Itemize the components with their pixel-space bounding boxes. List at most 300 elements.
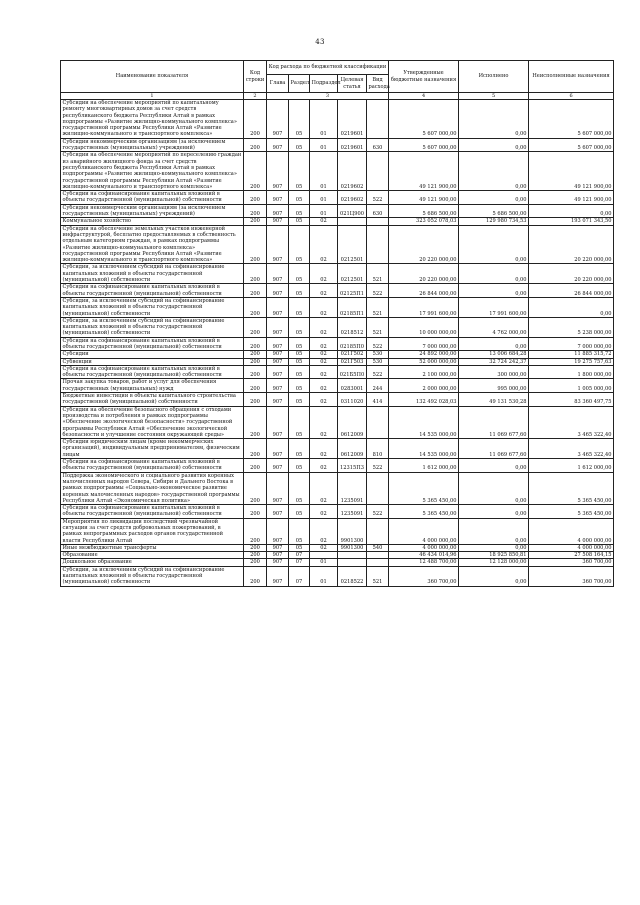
row-name: Субсидии на софинансирование капитальных вложений в объекты государственной (муниципальной) собственности bbox=[61, 337, 244, 351]
row-podrazdel: 01 bbox=[310, 152, 338, 191]
row-expense-type bbox=[367, 152, 389, 191]
row-line-code: 200 bbox=[244, 518, 267, 544]
row-line-code: 200 bbox=[244, 439, 267, 459]
row-approved: 20 220 000,00 bbox=[389, 225, 459, 264]
row-approved: 49 121 900,00 bbox=[389, 191, 459, 205]
row-expense-type: 521 bbox=[367, 566, 389, 586]
row-executed: 995 000,00 bbox=[459, 379, 529, 393]
table-row bbox=[61, 358, 614, 365]
row-target-item: 021Ц900 bbox=[338, 204, 367, 218]
row-expense-type: 522 bbox=[367, 459, 389, 473]
row-expense-type: 522 bbox=[367, 365, 389, 379]
row-name: Субсидии, за исключением субсидий на софинансирование капитальных вложений в объекты государственной (муниципальной) собственности bbox=[61, 297, 244, 317]
table-row bbox=[61, 439, 614, 459]
row-podrazdel: 02 bbox=[310, 358, 338, 365]
row-podrazdel: 02 bbox=[310, 284, 338, 298]
row-line-code: 200 bbox=[244, 472, 267, 504]
row-unexecuted: 49 121 900,00 bbox=[529, 152, 614, 191]
row-glava: 907 bbox=[267, 358, 289, 365]
row-razdel: 05 bbox=[289, 264, 310, 284]
row-podrazdel: 02 bbox=[310, 337, 338, 351]
row-approved: 46 434 014,96 bbox=[389, 552, 459, 559]
row-glava: 907 bbox=[267, 544, 289, 551]
row-approved: 17 991 600,00 bbox=[389, 297, 459, 317]
row-podrazdel bbox=[310, 552, 338, 559]
row-approved: 26 844 000,00 bbox=[389, 284, 459, 298]
row-line-code: 200 bbox=[244, 552, 267, 559]
row-expense-type bbox=[367, 559, 389, 566]
row-executed: 0,00 bbox=[459, 459, 529, 473]
row-name: Субсидии некоммерческим организациям (за исключением государственных (муниципальных) учреждений) bbox=[61, 204, 244, 218]
row-target-item bbox=[338, 559, 367, 566]
row-glava: 907 bbox=[267, 379, 289, 393]
row-unexecuted: 11 885 315,72 bbox=[529, 351, 614, 358]
table-row bbox=[61, 297, 614, 317]
row-razdel: 05 bbox=[289, 439, 310, 459]
row-executed: 0,00 bbox=[459, 100, 529, 139]
row-executed: 0,00 bbox=[459, 472, 529, 504]
row-razdel: 05 bbox=[289, 297, 310, 317]
row-name: Коммунальное хозяйство bbox=[61, 218, 244, 225]
table-row bbox=[61, 204, 614, 218]
row-expense-type bbox=[367, 225, 389, 264]
row-approved: 7 000 000,00 bbox=[389, 337, 459, 351]
row-approved: 5 365 450,00 bbox=[389, 472, 459, 504]
row-expense-type: 522 bbox=[367, 284, 389, 298]
row-target-item: 0219601 bbox=[338, 138, 367, 152]
row-executed: 17 991 600,00 bbox=[459, 297, 529, 317]
row-razdel: 07 bbox=[289, 566, 310, 586]
row-target-item: 0612009 bbox=[338, 439, 367, 459]
table-row bbox=[61, 152, 614, 191]
row-name: Бюджетные инвестиции в объекты капитального строительства государственной (муниципальной) собственности bbox=[61, 393, 244, 407]
row-expense-type: 522 bbox=[367, 337, 389, 351]
row-expense-type bbox=[367, 472, 389, 504]
row-target-item: 0212501 bbox=[338, 264, 367, 284]
row-expense-type: 414 bbox=[367, 393, 389, 407]
row-approved: 20 220 000,00 bbox=[389, 264, 459, 284]
row-executed: 11 069 677,60 bbox=[459, 406, 529, 438]
row-glava: 907 bbox=[267, 191, 289, 205]
row-unexecuted: 360 700,00 bbox=[529, 559, 614, 566]
row-glava: 907 bbox=[267, 204, 289, 218]
row-executed: 13 006 684,28 bbox=[459, 351, 529, 358]
row-unexecuted: 1 612 000,00 bbox=[529, 459, 614, 473]
row-target-item: 0218522 bbox=[338, 566, 367, 586]
column-number: 3 bbox=[267, 93, 389, 100]
row-executed: 129 980 734,53 bbox=[459, 218, 529, 225]
row-glava: 907 bbox=[267, 439, 289, 459]
row-razdel: 05 bbox=[289, 365, 310, 379]
row-podrazdel: 01 bbox=[310, 566, 338, 586]
row-line-code: 200 bbox=[244, 379, 267, 393]
row-name: Субсидии на софинансирование капитальных вложений в объекты государственной (муниципальной) собственности bbox=[61, 191, 244, 205]
row-name: Субсидии, за исключением субсидий на софинансирование капитальных вложений в объекты государственной (муниципальной) собственности bbox=[61, 264, 244, 284]
row-expense-type: 630 bbox=[367, 204, 389, 218]
header-line-code: Код строки bbox=[244, 61, 267, 93]
header-target-item: Целевая статья bbox=[338, 75, 367, 93]
row-expense-type: 530 bbox=[367, 351, 389, 358]
row-approved: 4 000 000,00 bbox=[389, 544, 459, 551]
row-name: Субвенции bbox=[61, 358, 244, 365]
table-row bbox=[61, 218, 614, 225]
row-executed: 0,00 bbox=[459, 191, 529, 205]
row-line-code: 200 bbox=[244, 459, 267, 473]
row-razdel: 05 bbox=[289, 379, 310, 393]
row-target-item: 02185П1 bbox=[338, 297, 367, 317]
row-line-code: 200 bbox=[244, 204, 267, 218]
row-line-code: 200 bbox=[244, 191, 267, 205]
row-name: Субсидии некоммерческим организациям (за исключением государственных (муниципальных) учреждений) bbox=[61, 138, 244, 152]
row-approved: 5 607 000,00 bbox=[389, 138, 459, 152]
table-row bbox=[61, 337, 614, 351]
row-name: Субсидии bbox=[61, 351, 244, 358]
row-name: Субсидии, за исключением субсидий на софинансирование капитальных вложений в объекты государственной (муниципальной) собственности bbox=[61, 566, 244, 586]
table-row bbox=[61, 138, 614, 152]
row-glava: 907 bbox=[267, 297, 289, 317]
row-line-code: 200 bbox=[244, 218, 267, 225]
row-razdel: 05 bbox=[289, 393, 310, 407]
row-executed: 0,00 bbox=[459, 566, 529, 586]
row-unexecuted: 3 465 322,40 bbox=[529, 439, 614, 459]
row-target-item: 021Г503 bbox=[338, 358, 367, 365]
row-podrazdel: 01 bbox=[310, 204, 338, 218]
row-executed: 300 000,00 bbox=[459, 365, 529, 379]
column-number: 1 bbox=[61, 93, 244, 100]
row-razdel: 05 bbox=[289, 100, 310, 139]
row-line-code: 200 bbox=[244, 365, 267, 379]
row-glava: 907 bbox=[267, 505, 289, 519]
row-glava: 907 bbox=[267, 152, 289, 191]
budget-execution-table bbox=[60, 60, 614, 587]
row-target-item: 021Г502 bbox=[338, 351, 367, 358]
row-podrazdel: 02 bbox=[310, 472, 338, 504]
row-unexecuted: 1 800 000,00 bbox=[529, 365, 614, 379]
row-unexecuted: 0,00 bbox=[529, 297, 614, 317]
row-unexecuted: 5 607 000,00 bbox=[529, 138, 614, 152]
row-approved: 14 535 000,00 bbox=[389, 406, 459, 438]
row-name: Субсидии на софинансирование капитальных вложений в объекты государственной (муниципальной) собственности bbox=[61, 459, 244, 473]
table-body bbox=[61, 100, 614, 587]
row-unexecuted: 4 000 000,00 bbox=[529, 544, 614, 551]
row-unexecuted: 19 275 757,63 bbox=[529, 358, 614, 365]
row-podrazdel: 02 bbox=[310, 317, 338, 337]
row-glava: 907 bbox=[267, 552, 289, 559]
row-executed: 32 724 242,37 bbox=[459, 358, 529, 365]
row-approved: 132 492 028,03 bbox=[389, 393, 459, 407]
row-podrazdel: 01 bbox=[310, 138, 338, 152]
table-row bbox=[61, 191, 614, 205]
row-glava: 907 bbox=[267, 472, 289, 504]
row-glava: 907 bbox=[267, 225, 289, 264]
row-target-item: 0212501 bbox=[338, 225, 367, 264]
row-executed: 0,00 bbox=[459, 138, 529, 152]
row-approved: 360 700,00 bbox=[389, 566, 459, 586]
row-name: Субсидии юридическим лицам (кроме некоммерческих организаций), индивидуальным предпринимателям, физическим лицам bbox=[61, 439, 244, 459]
row-target-item: 0218512 bbox=[338, 317, 367, 337]
row-line-code: 200 bbox=[244, 559, 267, 566]
row-razdel: 07 bbox=[289, 552, 310, 559]
row-glava: 907 bbox=[267, 566, 289, 586]
table-row bbox=[61, 472, 614, 504]
row-name: Субсидии на обеспечение земельных участков инженерной инфраструктурой, бесплатно предоставляемых в собственность отдельным категориям граждан, в рамках подпрограммы «Развитие жилищно-коммунального комплекса» государственной программы Республики Алтай «Развитие жилищно-коммунального и транспортного комплекса» bbox=[61, 225, 244, 264]
row-expense-type: 810 bbox=[367, 439, 389, 459]
row-target-item: 0612009 bbox=[338, 406, 367, 438]
row-approved: 14 535 000,00 bbox=[389, 439, 459, 459]
row-razdel: 05 bbox=[289, 406, 310, 438]
row-unexecuted: 20 220 000,00 bbox=[529, 264, 614, 284]
row-name: Субсидии на софинансирование капитальных вложений в объекты государственной (муниципальной) собственности bbox=[61, 505, 244, 519]
row-executed: 49 131 530,28 bbox=[459, 393, 529, 407]
row-approved: 323 052 078,03 bbox=[389, 218, 459, 225]
row-glava: 907 bbox=[267, 559, 289, 566]
table-row bbox=[61, 559, 614, 566]
table-row bbox=[61, 365, 614, 379]
row-podrazdel: 02 bbox=[310, 379, 338, 393]
row-line-code: 200 bbox=[244, 152, 267, 191]
row-target-item: 021Б5П0 bbox=[338, 365, 367, 379]
row-executed: 4 762 000,00 bbox=[459, 317, 529, 337]
row-unexecuted: 7 000 000,00 bbox=[529, 337, 614, 351]
row-unexecuted: 5 607 000,00 bbox=[529, 100, 614, 139]
row-podrazdel: 02 bbox=[310, 459, 338, 473]
row-expense-type bbox=[367, 218, 389, 225]
row-unexecuted: 193 071 343,50 bbox=[529, 218, 614, 225]
row-expense-type: 522 bbox=[367, 191, 389, 205]
row-glava: 907 bbox=[267, 406, 289, 438]
row-approved: 10 000 000,00 bbox=[389, 317, 459, 337]
row-razdel: 07 bbox=[289, 559, 310, 566]
table-row bbox=[61, 100, 614, 139]
row-expense-type: 244 bbox=[367, 379, 389, 393]
row-glava: 907 bbox=[267, 518, 289, 544]
table-row bbox=[61, 379, 614, 393]
row-line-code: 200 bbox=[244, 225, 267, 264]
row-expense-type: 521 bbox=[367, 317, 389, 337]
row-approved: 24 892 000,00 bbox=[389, 351, 459, 358]
row-unexecuted: 5 365 450,00 bbox=[529, 505, 614, 519]
row-razdel: 05 bbox=[289, 225, 310, 264]
table-row bbox=[61, 459, 614, 473]
row-expense-type bbox=[367, 552, 389, 559]
row-approved: 1 612 000,00 bbox=[389, 459, 459, 473]
header-budget-code-group: Код расхода по бюджетной классификации bbox=[267, 61, 389, 75]
row-name: Субсидии на обеспечение мероприятий по переселению граждан из аварийного жилищного фонда за счет средств республиканского бюджета Республики Алтай в рамках подпрограммы «Развитие жилищно-коммунального комплекса» государственной программы Республики Алтай «Развитие жилищно-коммунального и транспортного комплекса» bbox=[61, 152, 244, 191]
column-number: 5 bbox=[459, 93, 529, 100]
row-name: Иные межбюджетные трансферты bbox=[61, 544, 244, 551]
header-glava: Глава bbox=[267, 75, 289, 93]
row-target-item: 0311020 bbox=[338, 393, 367, 407]
row-unexecuted: 3 465 322,40 bbox=[529, 406, 614, 438]
row-podrazdel: 02 bbox=[310, 505, 338, 519]
row-line-code: 200 bbox=[244, 544, 267, 551]
row-target-item: 1235091 bbox=[338, 505, 367, 519]
header-podrazdel: Подраздел bbox=[310, 75, 338, 93]
row-glava: 907 bbox=[267, 459, 289, 473]
row-name: Мероприятия по ликвидации последствий чрезвычайной ситуации за счет средств добровольных пожертвований, в рамках непрограммных расходов органов государственной власти Республики Алтай bbox=[61, 518, 244, 544]
row-executed: 18 925 850,81 bbox=[459, 552, 529, 559]
row-razdel: 05 bbox=[289, 459, 310, 473]
row-podrazdel: 01 bbox=[310, 100, 338, 139]
table-row bbox=[61, 351, 614, 358]
row-line-code: 200 bbox=[244, 317, 267, 337]
row-glava: 907 bbox=[267, 365, 289, 379]
row-razdel: 05 bbox=[289, 284, 310, 298]
row-name: Субсидии, за исключением субсидий на софинансирование капитальных вложений в объекты государственной (муниципальной) собственности bbox=[61, 317, 244, 337]
row-target-item: 9901300 bbox=[338, 544, 367, 551]
table-row bbox=[61, 225, 614, 264]
row-unexecuted: 0,00 bbox=[529, 204, 614, 218]
row-glava: 907 bbox=[267, 100, 289, 139]
table-row bbox=[61, 393, 614, 407]
row-name: Субсидии на обеспечение мероприятий по капитальному ремонту многоквартирных домов за счет средств республиканского бюджета Республики Алтай в рамках подпрограммы «Развитие жилищно-коммунального комплекса» государственной программы Республики Алтай «Развитие жилищно-коммунального и транспортного комплекса» bbox=[61, 100, 244, 139]
row-executed: 0,00 bbox=[459, 225, 529, 264]
row-glava: 907 bbox=[267, 337, 289, 351]
row-unexecuted: 1 005 000,00 bbox=[529, 379, 614, 393]
row-line-code: 200 bbox=[244, 284, 267, 298]
row-podrazdel: 02 bbox=[310, 264, 338, 284]
row-podrazdel: 02 bbox=[310, 439, 338, 459]
header-razdel: Раздел bbox=[289, 75, 310, 93]
table-row bbox=[61, 505, 614, 519]
row-target-item: 1235091 bbox=[338, 472, 367, 504]
row-glava: 907 bbox=[267, 138, 289, 152]
row-target-item: 02125П1 bbox=[338, 284, 367, 298]
row-name: Дошкольное образование bbox=[61, 559, 244, 566]
row-podrazdel: 01 bbox=[310, 191, 338, 205]
row-target-item: 02185П0 bbox=[338, 337, 367, 351]
row-line-code: 200 bbox=[244, 406, 267, 438]
row-name: Образование bbox=[61, 552, 244, 559]
row-podrazdel: 02 bbox=[310, 365, 338, 379]
row-expense-type bbox=[367, 100, 389, 139]
row-approved: 5 365 450,00 bbox=[389, 505, 459, 519]
row-target-item: 9901300 bbox=[338, 518, 367, 544]
row-name: Прочая закупка товаров, работ и услуг для обеспечения государственных (муниципальных) нужд bbox=[61, 379, 244, 393]
row-razdel: 05 bbox=[289, 218, 310, 225]
column-number: 2 bbox=[244, 93, 267, 100]
row-line-code: 200 bbox=[244, 138, 267, 152]
column-number: 4 bbox=[389, 93, 459, 100]
row-podrazdel: 02 bbox=[310, 351, 338, 358]
row-unexecuted: 5 365 450,00 bbox=[529, 472, 614, 504]
row-podrazdel: 02 bbox=[310, 225, 338, 264]
row-line-code: 200 bbox=[244, 505, 267, 519]
row-approved: 5 686 500,00 bbox=[389, 204, 459, 218]
row-unexecuted: 83 360 497,75 bbox=[529, 393, 614, 407]
row-line-code: 200 bbox=[244, 393, 267, 407]
table-row bbox=[61, 518, 614, 544]
row-expense-type: 522 bbox=[367, 505, 389, 519]
row-expense-type: 521 bbox=[367, 297, 389, 317]
header-executed: Исполнено bbox=[459, 61, 529, 93]
table-row bbox=[61, 406, 614, 438]
row-executed: 0,00 bbox=[459, 152, 529, 191]
row-approved: 49 121 900,00 bbox=[389, 152, 459, 191]
row-target-item bbox=[338, 218, 367, 225]
row-executed: 11 069 677,60 bbox=[459, 439, 529, 459]
row-unexecuted: 5 238 000,00 bbox=[529, 317, 614, 337]
row-executed: 0,00 bbox=[459, 544, 529, 551]
row-executed: 5 686 500,00 bbox=[459, 204, 529, 218]
row-razdel: 05 bbox=[289, 152, 310, 191]
row-approved: 4 000 000,00 bbox=[389, 518, 459, 544]
row-expense-type: 530 bbox=[367, 358, 389, 365]
row-podrazdel: 02 bbox=[310, 218, 338, 225]
row-target-item: 12315П3 bbox=[338, 459, 367, 473]
table-row bbox=[61, 566, 614, 586]
row-line-code: 200 bbox=[244, 100, 267, 139]
row-line-code: 200 bbox=[244, 337, 267, 351]
row-target-item bbox=[338, 552, 367, 559]
row-line-code: 200 bbox=[244, 566, 267, 586]
row-line-code: 200 bbox=[244, 358, 267, 365]
row-approved: 2 000 000,00 bbox=[389, 379, 459, 393]
row-approved: 52 000 000,00 bbox=[389, 358, 459, 365]
table-row bbox=[61, 544, 614, 551]
header-name: Наименование показателя bbox=[61, 61, 244, 93]
row-unexecuted: 26 844 000,00 bbox=[529, 284, 614, 298]
row-executed: 0,00 bbox=[459, 284, 529, 298]
row-line-code: 200 bbox=[244, 351, 267, 358]
row-unexecuted: 49 121 900,00 bbox=[529, 191, 614, 205]
row-razdel: 05 bbox=[289, 337, 310, 351]
row-glava: 907 bbox=[267, 351, 289, 358]
row-razdel: 05 bbox=[289, 191, 310, 205]
row-glava: 907 bbox=[267, 218, 289, 225]
table-row bbox=[61, 552, 614, 559]
row-executed: 0,00 bbox=[459, 264, 529, 284]
page-number: 43 bbox=[315, 38, 325, 46]
row-razdel: 05 bbox=[289, 204, 310, 218]
row-unexecuted: 4 000 000,00 bbox=[529, 518, 614, 544]
row-executed: 0,00 bbox=[459, 505, 529, 519]
row-razdel: 05 bbox=[289, 138, 310, 152]
header-approved: Утвержденные бюджетные назначения bbox=[389, 61, 459, 93]
row-expense-type bbox=[367, 518, 389, 544]
row-executed: 12 128 000,00 bbox=[459, 559, 529, 566]
row-executed: 0,00 bbox=[459, 337, 529, 351]
row-glava: 907 bbox=[267, 264, 289, 284]
header-unexecuted: Неисполненные назначения bbox=[529, 61, 614, 93]
column-number: 6 bbox=[529, 93, 614, 100]
table-row bbox=[61, 317, 614, 337]
row-razdel: 05 bbox=[289, 317, 310, 337]
row-podrazdel: 02 bbox=[310, 518, 338, 544]
row-glava: 907 bbox=[267, 393, 289, 407]
row-target-item: 0283001 bbox=[338, 379, 367, 393]
row-unexecuted: 27 508 164,15 bbox=[529, 552, 614, 559]
row-target-item: 0219602 bbox=[338, 191, 367, 205]
header-expense-type: Вид расхода bbox=[367, 75, 389, 93]
row-expense-type bbox=[367, 406, 389, 438]
row-name: Субсидии на обеспечение безопасного обращения с отходами производства и потребления в рамках подпрограммы «Обеспечение экологической безопасности» государственной программы Республики Алтай «Обеспечение экологической безопасности и улучшение состояния окружающей среды» bbox=[61, 406, 244, 438]
row-razdel: 05 bbox=[289, 351, 310, 358]
row-glava: 907 bbox=[267, 317, 289, 337]
row-approved: 5 607 000,00 bbox=[389, 100, 459, 139]
row-name: Поддержка экономического и социального развития коренных малочисленных народов Севера, Сибири и Дальнего Востока в рамках подпрограммы «Социально-экономическое развитие коренных малочисленных народов» государственной программы Республики Алтай «Экономическая политика» bbox=[61, 472, 244, 504]
table-row bbox=[61, 284, 614, 298]
row-expense-type: 521 bbox=[367, 264, 389, 284]
row-razdel: 05 bbox=[289, 358, 310, 365]
row-razdel: 05 bbox=[289, 505, 310, 519]
row-expense-type: 540 bbox=[367, 544, 389, 551]
row-podrazdel: 02 bbox=[310, 406, 338, 438]
row-glava: 907 bbox=[267, 284, 289, 298]
row-executed: 0,00 bbox=[459, 518, 529, 544]
row-podrazdel: 02 bbox=[310, 393, 338, 407]
row-line-code: 200 bbox=[244, 264, 267, 284]
